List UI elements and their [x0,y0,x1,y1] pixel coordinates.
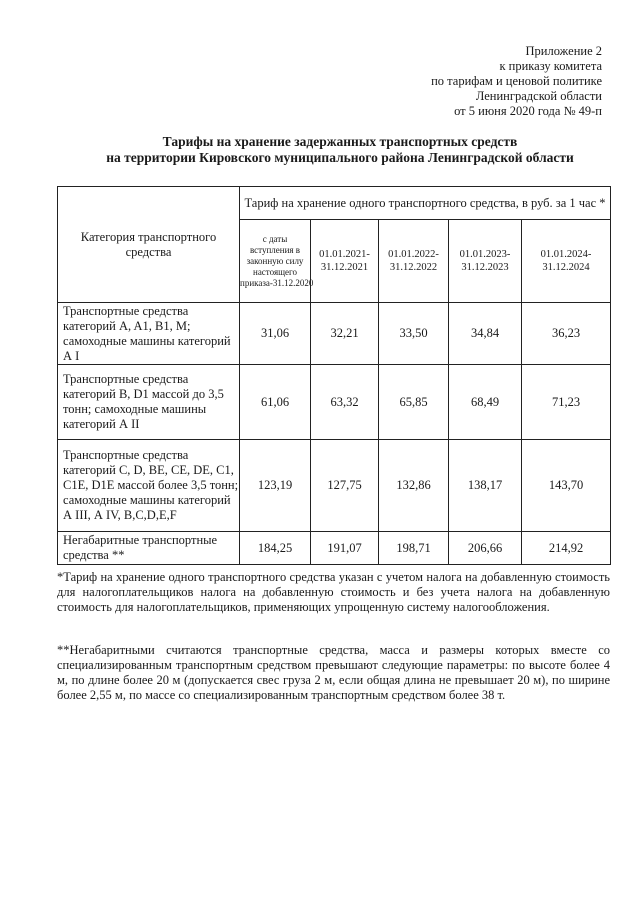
table-row [58,532,611,565]
annex-line-4: Ленинградской области [475,89,602,103]
value-cell: 138,17 [449,440,522,532]
value-cell: 36,23 [522,303,611,365]
value-cell: 65,85 [379,365,449,440]
category-cell: Негабаритные транспортные средства ** [58,532,240,565]
annex-line-5: от 5 июня 2020 года № 49-п [454,104,602,118]
value-cell: 198,71 [379,532,449,565]
value-cell: 143,70 [522,440,611,532]
value-cell: 33,50 [379,303,449,365]
value-cell: 31,06 [240,303,311,365]
annex-line-2: к приказу комитета [499,59,602,73]
value-cell: 71,23 [522,365,611,440]
value-cell: 206,66 [449,532,522,565]
period-header: 01.01.2023-31.12.2023 [449,220,522,303]
period-header: 01.01.2022-31.12.2022 [379,220,449,303]
document-title [60,134,620,166]
table-row [58,303,611,365]
annex-header [362,44,602,119]
category-cell: Транспортные средства категорий C, D, BE, CE, DE, C1, C1E, D1E массой более 3,5 тонн; самоходные машины категорий А III, А IV, B,C,D,E,F [58,440,240,532]
value-cell: 127,75 [311,440,379,532]
table-row [58,440,611,532]
title-line-1: Тарифы на хранение задержанных транспортных средств [162,134,518,149]
value-cell: 68,49 [449,365,522,440]
value-cell: 123,19 [240,440,311,532]
category-column-header: Категория транспортного средства [58,187,240,303]
tariff-column-header: Тариф на хранение одного транспортного средства, в руб. за 1 час * [240,187,611,220]
annex-line-3: по тарифам и ценовой политике [431,74,602,88]
value-cell: 214,92 [522,532,611,565]
category-cell: Транспортные средства категорий A, A1, B1, M; самоходные машины категорий А I [58,303,240,365]
category-cell: Транспортные средства категорий B, D1 массой до 3,5 тонн; самоходные машины категорий А II [58,365,240,440]
title-line-2: на территории Кировского муниципального района Ленинградской области [106,150,574,165]
period-header: с даты вступления в законную силу настоящего приказа-31.12.2020 [240,220,311,303]
tariff-table [57,186,611,565]
value-cell: 61,06 [240,365,311,440]
value-cell: 184,25 [240,532,311,565]
footnote-oversized: **Негабаритными считаются транспортные средства, масса и размеры которых вместе со специализированным транспортным средством превышают следующие параметры: по высоте более 4 м, по длине более 20 м (допускается свес груза 2 м, если общая длина не превышает 20 м), по ширине более 2,55 м, по массе со специализированным транспортным средством более 38 т. [57,643,610,702]
value-cell: 132,86 [379,440,449,532]
value-cell: 191,07 [311,532,379,565]
table-row [58,365,611,440]
value-cell: 32,21 [311,303,379,365]
value-cell: 63,32 [311,365,379,440]
period-header: 01.01.2024-31.12.2024 [522,220,611,303]
value-cell: 34,84 [449,303,522,365]
period-header: 01.01.2021-31.12.2021 [311,220,379,303]
annex-line-1: Приложение 2 [525,44,602,58]
footnote-vat: *Тариф на хранение одного транспортного средства указан с учетом налога на добавленную стоимость для налогоплательщиков налога на добавленную стоимость и без учета налога на добавленную стоимость для налогоплательщиков, применяющих упрощенную систему налогообложения. [57,570,610,614]
table-header-row [58,187,611,220]
